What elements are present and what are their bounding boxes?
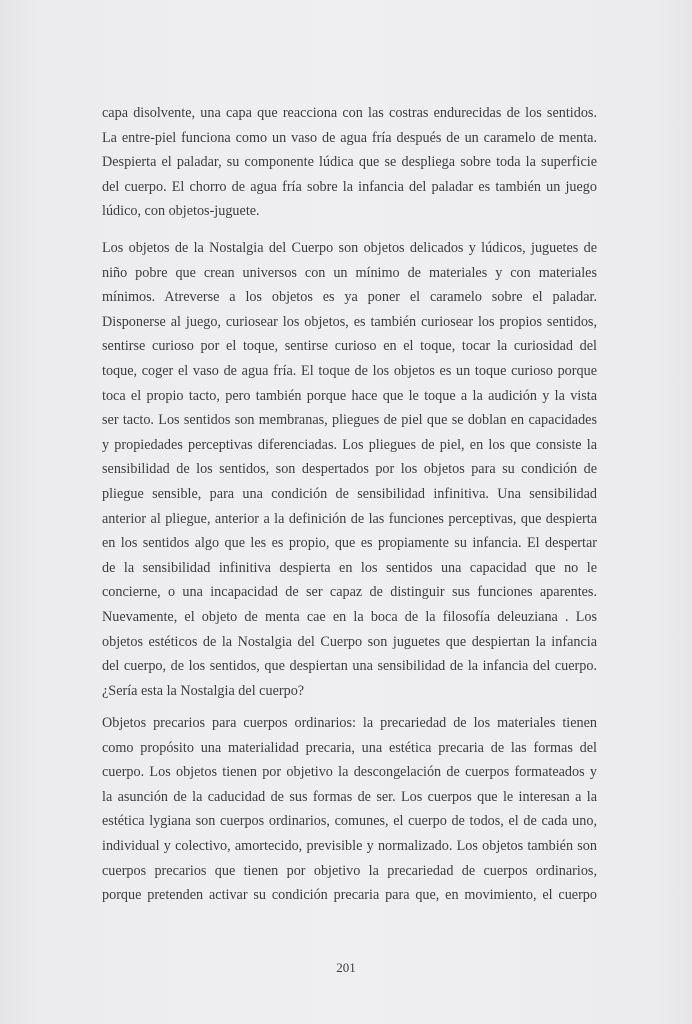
text-line: sensibilidad de los sentidos, son despertados por los objetos para su condición de	[102, 461, 597, 478]
text-line: toque, coger el vaso de agua fría. El toque de los objetos es un toque curioso porque	[102, 362, 597, 379]
text-line: del cuerpo. El chorro de agua fría sobre la infancia del paladar es también un juego	[102, 178, 597, 195]
text-line: cuerpo. Los objetos tienen por objetivo la descongelación de cuerpos formateados y	[102, 764, 597, 781]
text-line: toca el propio tacto, pero también porque hace que le toque a la audición y la vista	[102, 387, 597, 404]
paragraph-1	[102, 101, 597, 224]
text-line: anterior al pliegue, anterior a la definición de las funciones perceptivas, que despierta	[102, 510, 597, 527]
text-line: capa disolvente, una capa que reacciona con las costras endurecidas de los sentidos.	[102, 105, 597, 121]
text-line: Despierta el paladar, su componente lúdica que se despliega sobre toda la superficie	[102, 154, 597, 171]
text-line: mínimos. Atreverse a los objetos es ya poner el caramelo sobre el paladar.	[102, 289, 597, 306]
text-line: en los sentidos algo que les es propio, que es propiamente su infancia. El despertar	[102, 535, 597, 552]
text-line: La entre-piel funciona como un vaso de agua fría después de un caramelo de menta.	[102, 129, 597, 146]
text-line: objetos estéticos de la Nostalgia del Cuerpo son juguetes que despiertan la infancia	[102, 633, 597, 650]
text-line: Objetos precarios para cuerpos ordinarios: la precariedad de los materiales tienen	[102, 715, 597, 731]
paragraph-3	[102, 711, 597, 908]
text-line: la asunción de la caducidad de sus formas de ser. Los cuerpos que le interesan a la	[102, 788, 597, 805]
text-line: porque pretenden activar su condición precaria para que, en movimiento, el cuerpo	[102, 887, 597, 904]
text-line: pliegue sensible, para una condición de sensibilidad infinitiva. Una sensibilidad	[102, 485, 597, 502]
text-line: cuerpos precarios que tienen por objetivo la precariedad de cuerpos ordinarios,	[102, 862, 597, 879]
text-line: sentirse curioso por el toque, sentirse curioso en el toque, tocar la curiosidad del	[102, 338, 597, 355]
text-line: estética lygiana son cuerpos ordinarios, comunes, el cuerpo de todos, el de cada uno,	[102, 813, 597, 830]
text-line: lúdico, con objetos-juguete.	[102, 203, 260, 220]
text-line: niño pobre que crean universos con un mínimo de materiales y con materiales	[102, 264, 597, 281]
text-line: de la sensibilidad infinitiva despierta en los sentidos una capacidad que no le	[102, 559, 597, 576]
text-line: Nuevamente, el objeto de menta cae en la boca de la filosofía deleuziana . Los	[102, 608, 597, 625]
text-line: Los objetos de la Nostalgia del Cuerpo son objetos delicados y lúdicos, juguetes de	[102, 240, 597, 256]
text-line: ¿Sería esta la Nostalgia del cuerpo?	[102, 682, 305, 699]
text-line: Disponerse al juego, curiosear los objetos, es también curiosear los propios sentidos,	[102, 313, 597, 330]
page-number: 201	[336, 960, 356, 975]
text-line: del cuerpo, de los sentidos, que despiertan una sensibilidad de la infancia del cuerpo.	[102, 658, 597, 675]
text-line: ser tacto. Los sentidos son membranas, pliegues de piel que se doblan en capacidades	[102, 412, 597, 429]
text-line: como propósito una materialidad precaria, una estética precaria de las formas del	[102, 739, 597, 756]
text-line: individual y colectivo, amortecido, previsible y normalizado. Los objetos también son	[102, 837, 597, 854]
text-line: y propiedades perceptivas diferenciadas. Los pliegues de piel, en los que consiste la	[102, 436, 597, 453]
paragraph-2	[102, 236, 597, 703]
text-line: concierne, o una incapacidad de ser capaz de distinguir sus funciones aparentes.	[102, 584, 597, 601]
